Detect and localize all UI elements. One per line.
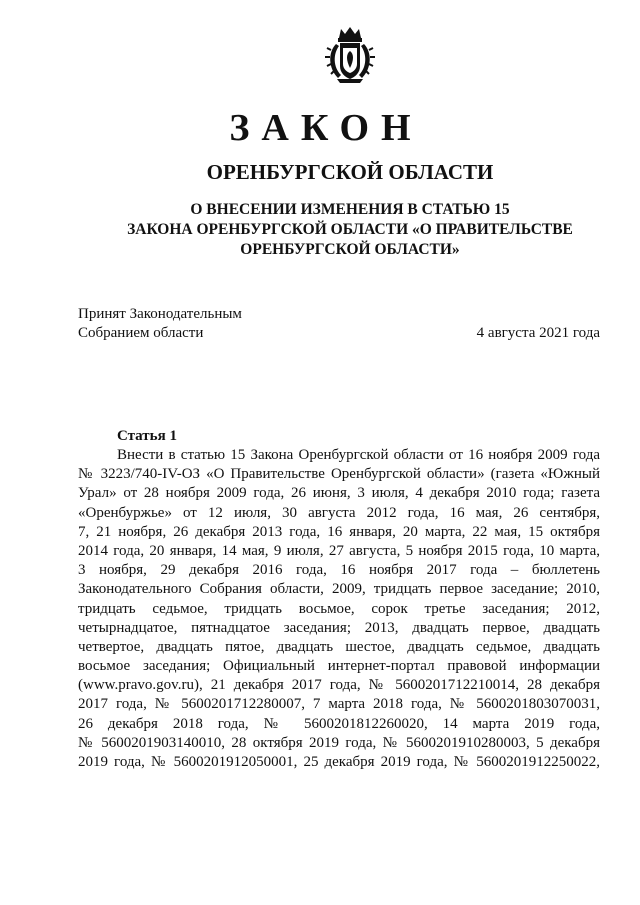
text-line: четвертое, двадцать пятое, двадцать шестое, двадцать седьмое, двадцать bbox=[78, 638, 600, 655]
subject-line: О ВНЕСЕНИИ ИЗМЕНЕНИЯ В СТАТЬЮ 15 bbox=[190, 201, 510, 218]
text-line: 2014 года, 20 января, 14 мая, 9 июля, 27 августа, 5 ноября 2015 года, 10 марта, bbox=[78, 542, 600, 559]
adoption-date: 4 августа 2021 года bbox=[476, 325, 600, 341]
text-line: 3 ноября, 29 декабря 2016 года, 16 ноября 2017 года – бюллетень bbox=[78, 562, 600, 579]
text-line: Внести в статью 15 Закона Оренбургской области от 16 ноября 2009 года bbox=[117, 447, 600, 463]
law-title: ЗАКОН bbox=[229, 107, 423, 149]
adoption-note bbox=[78, 305, 242, 343]
text-line: № 3223/740-IV-ОЗ «О Правительстве Оренбургской области» (газета «Южный bbox=[78, 466, 600, 483]
article-heading: Статья 1 bbox=[117, 428, 177, 444]
text-line: 2019 года, № 5600201912050001, 25 декабря 2019 года, № 5600201912250022, bbox=[78, 754, 600, 770]
text-line: № 5600201903140010, 28 октября 2019 года, № 5600201910280003, 5 декабря bbox=[78, 734, 600, 751]
text-line: «Оренбуржье» от 12 июля, 30 августа 2012 года, 16 мая, 26 сентября, bbox=[78, 504, 600, 521]
subject-line: ЗАКОНА ОРЕНБУРГСКОЙ ОБЛАСТИ «О ПРАВИТЕЛЬСТВЕ bbox=[127, 221, 573, 238]
text-line: восьмое заседания; Официальный интернет-портал правовой информации bbox=[78, 658, 600, 675]
subject-line: ОРЕНБУРГСКОЙ ОБЛАСТИ» bbox=[240, 241, 460, 258]
region-title: ОРЕНБУРГСКОЙ ОБЛАСТИ bbox=[206, 160, 494, 184]
text-line: Законодательного Собрания области, 2009, тридцать первое заседание; 2010, bbox=[78, 581, 600, 598]
text-line: 2017 года, № 5600201712280007, 7 марта 2018 года, № 5600201803070031, bbox=[78, 696, 600, 713]
text-line: 26 декабря 2018 года, № 5600201812260020, 14 марта 2019 года, bbox=[78, 715, 600, 732]
text-line: Урал» от 28 ноября 2009 года, 26 июня, 3 июля, 4 декабря 2010 года; газета bbox=[78, 485, 600, 502]
text-line: 7, 21 ноября, 26 декабря 2013 года, 16 января, 20 марта, 22 мая, 15 октября bbox=[78, 523, 600, 540]
text-line: тридцать седьмое, тридцать восьмое, сорок третье заседания; 2012, bbox=[78, 600, 600, 617]
adoption-line: Принят Законодательным bbox=[78, 306, 242, 322]
law-subject bbox=[0, 200, 640, 260]
text-line: (www.pravo.gov.ru), 21 декабря 2017 года, № 5600201712210014, 28 декабря bbox=[78, 677, 600, 694]
adoption-line: Собранием области bbox=[78, 325, 204, 341]
article-body bbox=[78, 446, 600, 772]
coat-of-arms-icon bbox=[322, 24, 378, 84]
text-line: четырнадцатое, пятнадцатое заседания; 2013, двадцать первое, двадцать bbox=[78, 619, 600, 636]
